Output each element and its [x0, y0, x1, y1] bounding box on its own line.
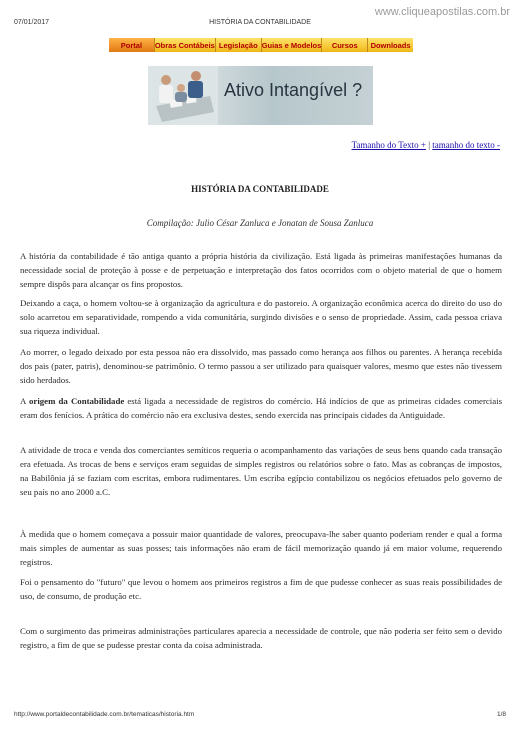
article-authors: Compilação: Julio César Zanluca e Jonatan de Sousa Zanluca	[146, 218, 374, 228]
paragraph-3: Ao morrer, o legado deixado por esta pessoa não era dissolvido, mas passado como herança aos filhos ou parentes. A herança recebida dos pais (pater, patris), denominou-se patrimônio. O termo passou a ser utilizado para quaisquer valores, mesmo que estes não tivessem sido herdados.	[20, 347, 502, 385]
watermark: www.cliqueapostilas.com.br	[374, 6, 510, 18]
nav-portal[interactable]: Portal	[109, 38, 155, 52]
nav-guias-e-modelos[interactable]: Guias e Modelos	[262, 38, 323, 52]
paragraph-4-prefix: A	[20, 396, 30, 406]
paragraph-4-rest: está ligada a necessidade de registros do comércio. Há indícios de que as primeiras cidades comerciais eram dos fenícios. A prática do comércio não era exclusiva destes, sendo exercida nas principais cidades da Antiguidade.	[20, 396, 502, 420]
decrease-text-size-link[interactable]: tamanho do texto -	[432, 140, 500, 150]
paragraph-4-bold-term: origem da Contabilidade	[29, 396, 125, 406]
article-title: HISTÓRIA DA CONTABILIDADE	[191, 184, 329, 194]
nav-obras-contabeis[interactable]: Obras Contábeis	[155, 38, 216, 52]
print-date: 07/01/2017	[14, 19, 50, 26]
paragraph-6: À medida que o homem começava a possuir maior quantidade de valores, preocupava-lhe saber quanto poderiam render e qual a forma mais simples de aumentar as suas posses; tais informações não eram de fácil memorização quando já em maior volume, requerendo registros.	[20, 529, 502, 567]
increase-text-size-link[interactable]: Tamanho do Texto +	[351, 140, 426, 150]
main-nav	[109, 38, 413, 52]
nav-cursos[interactable]: Cursos	[322, 38, 368, 52]
paragraph-8: Com o surgimento das primeiras administrações particulares aparecia a necessidade de controle, que não poderia ser feito sem o devido registro, a fim de que se pudesse prestar conta da coisa administrada.	[20, 626, 502, 650]
paragraph-5: A atividade de troca e venda dos comerciantes semíticos requeria o acompanhamento das variações de seus bens quando cada transação era efetuada. As trocas de bens e serviços eram seguidas de simples registros ou relatórios sobre o fato. Mas as cobranças de impostos, na Babilônia já se faziam com escritas, embora rudimentares. Um escriba egípcio contabilizou os negócios efetuados pelo governo de seu país no ano 2000 a.C.	[20, 445, 502, 497]
banner-title: Ativo Intangível ?	[224, 80, 363, 100]
business-meeting-illustration	[148, 66, 218, 125]
nav-downloads[interactable]: Downloads	[368, 38, 413, 52]
paragraph-4	[20, 394, 502, 422]
paragraph-2: Deixando a caça, o homem voltou-se à organização da agricultura e do pastoreio. A organização econômica acerca do direito do uso do solo acarretou em separatividade, rompendo a vida comunitária, surgindo divisões e o senso de propriedade. Assim, cada pessoa criava sua riqueza individual.	[20, 298, 502, 336]
paragraph-7: Foi o pensamento do "futuro" que levou o homem aos primeiros registros a fim de que pudesse conhecer as suas reais possibilidades de uso, de consumo, de produção etc.	[20, 577, 502, 601]
paragraph-1: A história da contabilidade é tão antiga quanto a própria história da civilização. Está ligada às primeiras manifestações humanas da necessidade social de proteção à posse e de perpetuação e interpretação dos fatos ocorridos com o objeto material de que o homem sempre dispôs para alcançar os fins propostos.	[20, 251, 502, 289]
nav-legislacao[interactable]: Legislação	[216, 38, 262, 52]
text-size-controls	[352, 140, 500, 150]
text-size-separator: |	[425, 140, 433, 150]
print-page-title: HISTÓRIA DA CONTABILIDADE	[209, 19, 311, 26]
print-footer-url: http://www.portaldecontabilidade.com.br/tematicas/historia.htm	[14, 711, 195, 718]
print-page-number: 1/8	[496, 711, 506, 718]
ad-banner[interactable]	[148, 66, 373, 125]
